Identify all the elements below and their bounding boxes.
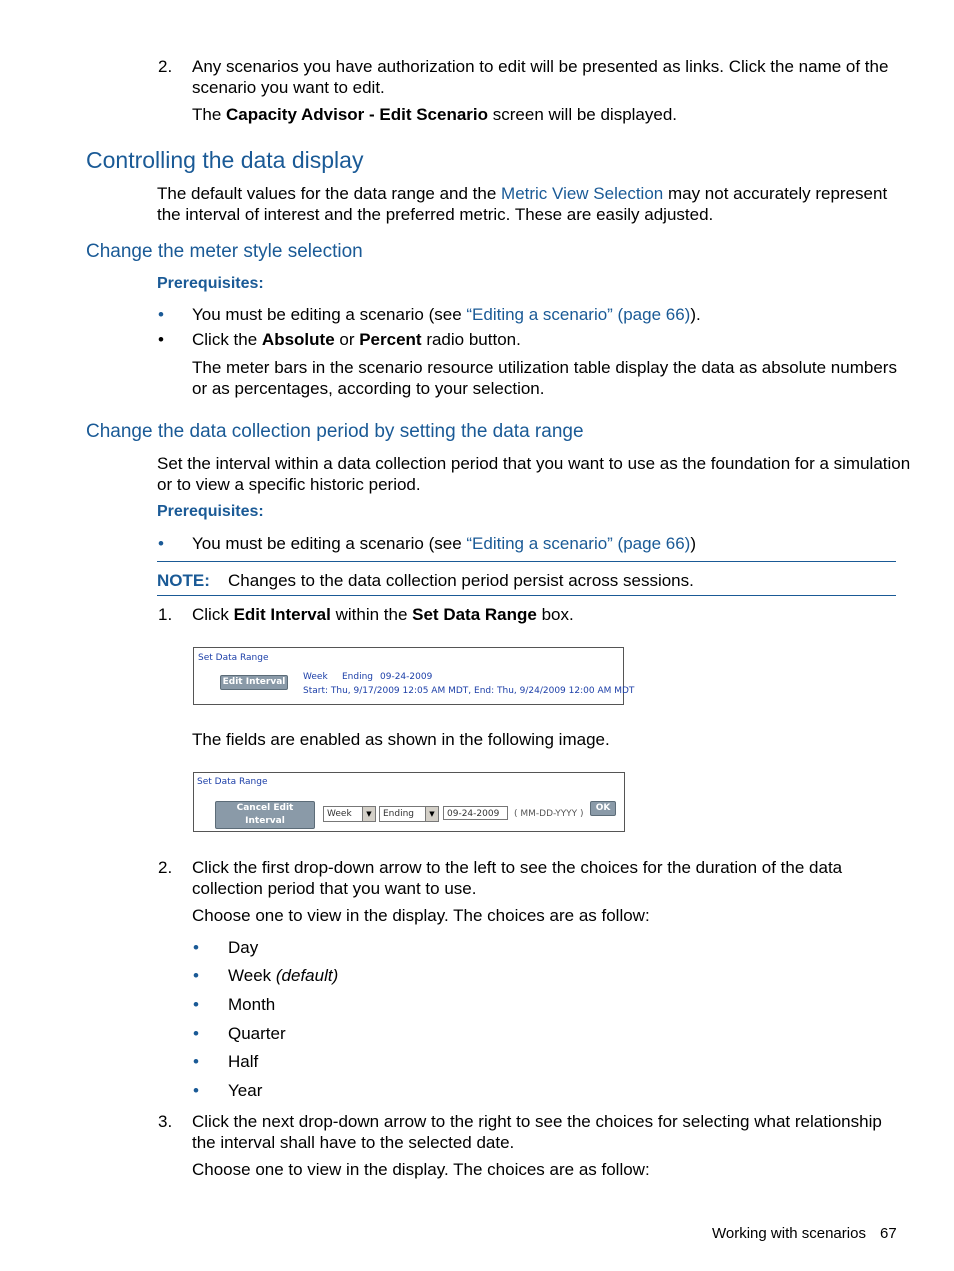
date-format-hint: ( MM-DD-YYYY ) xyxy=(514,809,584,819)
note-label: NOTE: xyxy=(157,571,210,590)
prerequisites-label: Prerequisites: xyxy=(157,503,264,520)
between-text: The fields are enabled as shown in the following image. xyxy=(192,730,610,749)
radio-instruction: Click the Absolute or Percent radio button. xyxy=(192,330,521,349)
choice-day: Day xyxy=(228,938,259,957)
step-1-number: 1. xyxy=(158,605,173,624)
footer-section-name: Working with scenarios xyxy=(712,1225,866,1242)
section-title-data-collection-period: Change the data collection period by setting the data range xyxy=(86,421,584,442)
choice-half: Half xyxy=(228,1052,259,1071)
step-3-number: 3. xyxy=(158,1112,173,1131)
bullet-icon: • xyxy=(193,1024,199,1043)
set-data-range-title: Set Data Range xyxy=(198,653,269,663)
bullet-icon: • xyxy=(193,966,199,985)
step-1-text: Click Edit Interval within the Set Data Range box. xyxy=(192,605,574,624)
choice-month: Month xyxy=(228,995,276,1014)
editing-scenario-link[interactable]: “Editing a scenario” (page 66) xyxy=(466,534,691,553)
date-label: 09-24-2009 xyxy=(380,672,433,682)
step-2-number: 2. xyxy=(158,858,173,877)
step-2-text: Any scenarios you have authorization to edit will be presented as links. Click the name of the scenario you want to edit. xyxy=(192,57,889,97)
set-data-range-screenshot xyxy=(193,647,635,705)
section3-paragraph: Set the interval within a data collection period that you want to use as the foundation for a simulation or to view a specific historic period. xyxy=(157,454,911,494)
date-range-text: Start: Thu, 9/17/2009 12:05 AM MDT, End: Thu, 9/24/2009 12:00 AM MDT xyxy=(303,686,635,696)
note-box xyxy=(157,570,694,591)
section-title-meter-style: Change the meter style selection xyxy=(86,241,363,262)
prerequisites-label: Prerequisites: xyxy=(157,275,264,292)
bullet-icon: • xyxy=(193,938,199,957)
step-3-choose: Choose one to view in the display. The choices are as follow: xyxy=(192,1160,650,1179)
prereq-bullet: You must be editing a scenario (see “Editing a scenario” (page 66)) xyxy=(192,534,697,553)
step-2-result: The Capacity Advisor - Edit Scenario screen will be displayed. xyxy=(192,105,678,124)
note-top-rule xyxy=(157,561,896,562)
bullet-icon: • xyxy=(158,534,164,553)
edit-interval-button[interactable]: Edit Interval xyxy=(220,675,288,690)
set-data-range-edit-screenshot xyxy=(193,772,625,832)
step-2-number: 2. xyxy=(158,57,173,76)
meter-bars-paragraph: The meter bars in the scenario resource utilization table display the data as absolute numbers or as percentages, according to your selection. xyxy=(192,358,897,398)
bullet-icon: • xyxy=(158,330,164,349)
ok-button[interactable]: OK xyxy=(590,801,616,816)
step-2-text: Click the first drop-down arrow to the left to see the choices for the duration of the data collection period that you want to use. xyxy=(192,858,843,898)
prereq-bullet: You must be editing a scenario (see “Editing a scenario” (page 66)). xyxy=(192,305,701,324)
cancel-edit-interval-button[interactable]: Cancel Edit Interval xyxy=(215,801,315,829)
relationship-label: Ending xyxy=(342,672,374,682)
chevron-down-icon[interactable]: ▼ xyxy=(425,807,438,821)
chevron-down-icon[interactable]: ▼ xyxy=(362,807,375,821)
note-bottom-rule xyxy=(157,595,896,596)
set-data-range-title: Set Data Range xyxy=(197,777,268,787)
metric-view-selection-link[interactable]: Metric View Selection xyxy=(501,184,664,203)
bullet-icon: • xyxy=(158,305,164,324)
date-input[interactable]: 09-24-2009 xyxy=(443,806,508,820)
editing-scenario-link[interactable]: “Editing a scenario” (page 66) xyxy=(466,305,691,324)
footer-page-number: 67 xyxy=(880,1225,897,1242)
choice-week: Week (default) xyxy=(228,966,339,985)
bullet-icon: • xyxy=(193,1081,199,1100)
note-text: Changes to the data collection period persist across sessions. xyxy=(228,571,694,590)
section1-paragraph: The default values for the data range and the Metric View Selection may not accurately represent the interval of interest and the preferred metric. These are easily adjusted. xyxy=(157,184,888,224)
period-select[interactable]: Week ▼ xyxy=(323,806,376,822)
step-2-choose: Choose one to view in the display. The choices are as follow: xyxy=(192,906,650,925)
section-title-controlling-data-display: Controlling the data display xyxy=(86,147,364,173)
bullet-icon: • xyxy=(193,1052,199,1071)
relationship-select[interactable]: Ending ▼ xyxy=(379,806,439,822)
bullet-icon: • xyxy=(193,995,199,1014)
choice-quarter: Quarter xyxy=(228,1024,286,1043)
step-3-text: Click the next drop-down arrow to the right to see the choices for selecting what relationship the interval shall have to the selected date. xyxy=(192,1112,882,1152)
choice-year: Year xyxy=(228,1081,263,1100)
period-label: Week xyxy=(303,672,328,682)
